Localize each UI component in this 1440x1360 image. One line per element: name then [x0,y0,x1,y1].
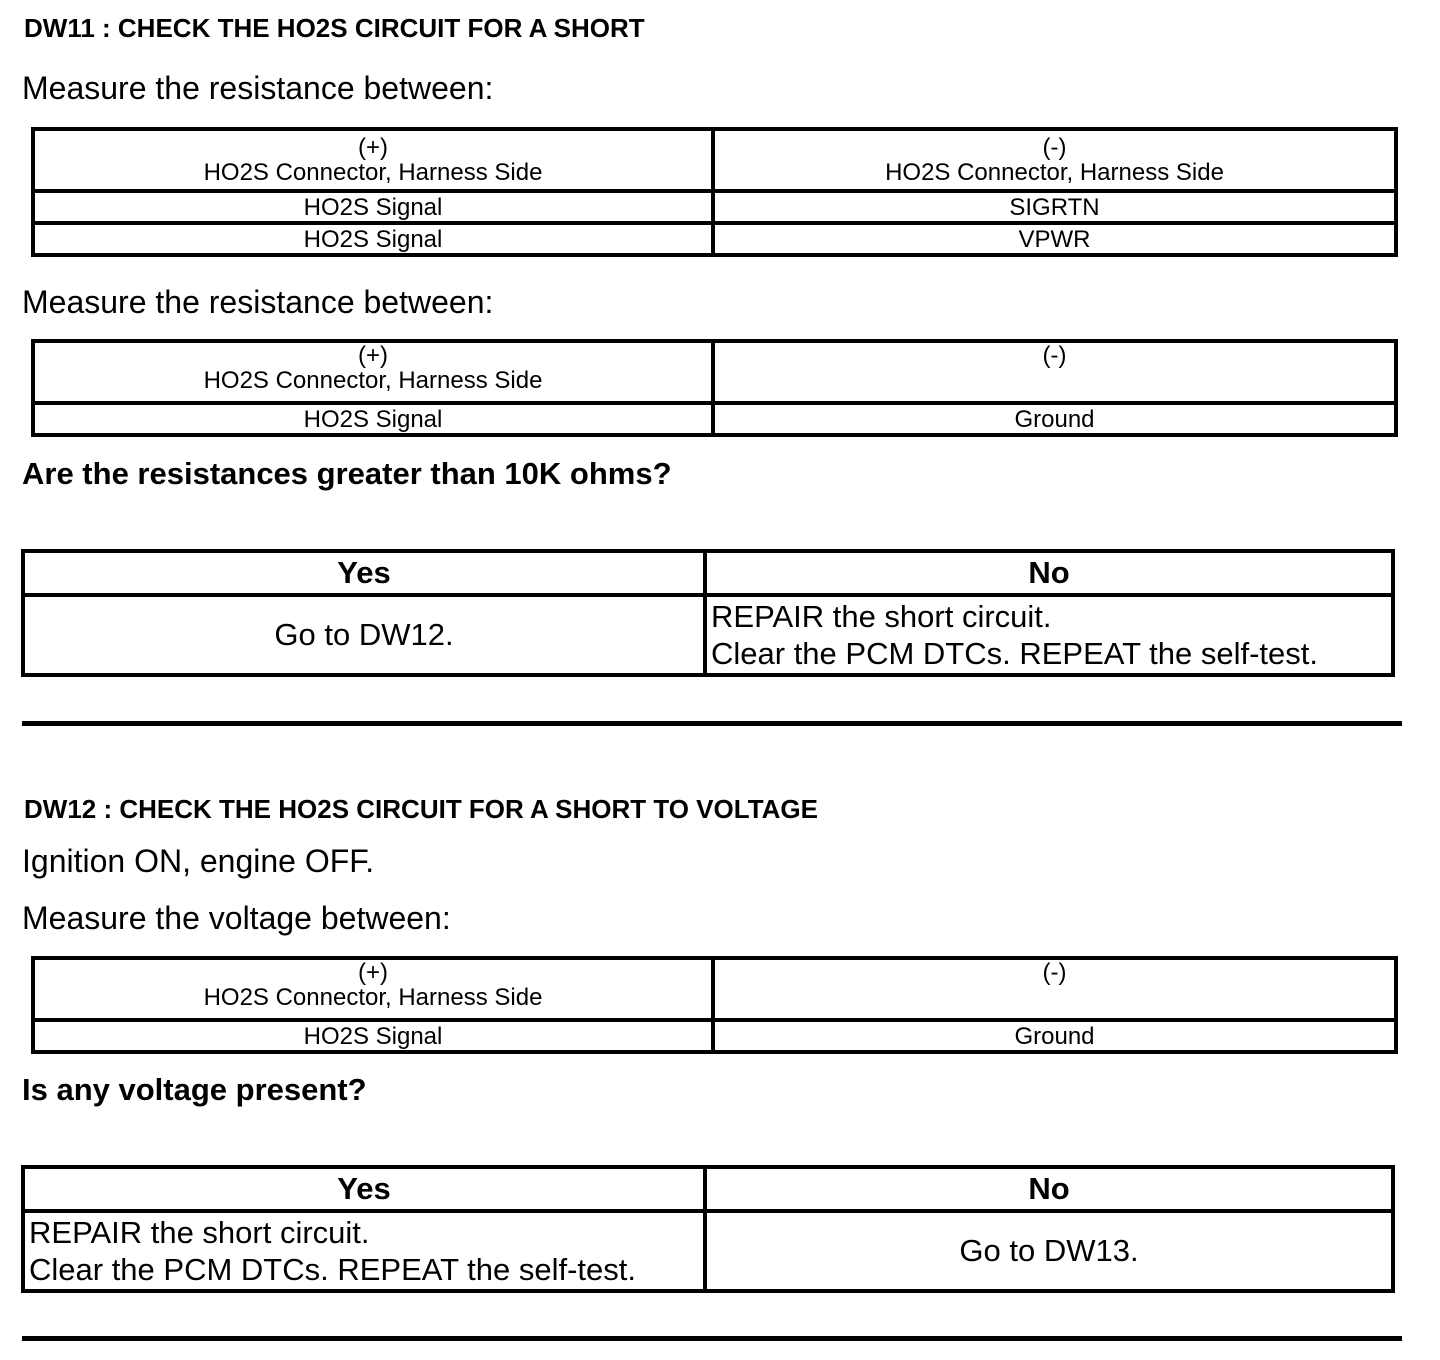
negative-lead-header [713,958,1396,1020]
negative-symbol: (-) [1042,342,1067,369]
positive-pin-cell: HO2S Signal [33,1020,713,1052]
yes-action-line: Clear the PCM DTCs. REPEAT the self-test. [29,1252,636,1287]
dw12-condition: Ignition ON, engine OFF. [22,843,375,879]
dw11-question: Are the resistances greater than 10K ohms? [22,456,672,491]
positive-pin-cell: HO2S Signal [33,403,713,435]
dw11-answer-table [21,549,1395,677]
dw11-measure1-instruction: Measure the resistance between: [22,70,494,106]
table-header-row [33,958,1396,1020]
dw11-measure1-table [31,127,1398,257]
dw12-answer-table [21,1165,1395,1293]
table-row [33,191,1396,223]
dw11-step-title: DW11 : CHECK THE HO2S CIRCUIT FOR A SHORT [24,13,645,43]
positive-symbol: (+) [358,134,388,161]
positive-symbol: (+) [358,342,388,369]
dw12-measure1-table [31,956,1398,1054]
answer-header-row [23,1167,1393,1211]
no-action-line: Clear the PCM DTCs. REPEAT the self-test. [711,636,1318,671]
dw11-measure2-table [31,339,1398,437]
no-header: No [705,1167,1393,1211]
negative-lead-header [713,129,1396,191]
answer-header-row [23,551,1393,595]
yes-action-line: REPAIR the short circuit. [29,1215,370,1250]
positive-location: HO2S Connector, Harness Side [203,984,543,1011]
yes-header: Yes [23,551,705,595]
negative-symbol: (-) [1042,134,1067,161]
no-action: Go to DW13. [705,1211,1393,1291]
table-row [33,403,1396,435]
negative-pin-cell: VPWR [713,223,1396,255]
positive-lead-header [33,958,713,1020]
answer-action-row [23,595,1393,675]
no-action [705,595,1393,675]
dw11-measure2-instruction: Measure the resistance between: [22,284,494,320]
table-header-row [33,129,1396,191]
section-divider [22,1336,1402,1341]
negative-symbol: (-) [1042,959,1067,986]
negative-lead-header [713,341,1396,403]
negative-pin-cell: Ground [713,403,1396,435]
no-action-line: REPAIR the short circuit. [711,599,1052,634]
table-header-row [33,341,1396,403]
positive-pin-cell: HO2S Signal [33,223,713,255]
dw12-step-title: DW12 : CHECK THE HO2S CIRCUIT FOR A SHORT TO VOLTAGE [24,794,818,824]
positive-symbol: (+) [358,959,388,986]
table-row [33,1020,1396,1052]
yes-action [23,1211,705,1291]
negative-pin-cell: Ground [713,1020,1396,1052]
answer-action-row [23,1211,1393,1291]
dw12-question: Is any voltage present? [22,1072,367,1107]
section-divider [22,721,1402,726]
negative-location: HO2S Connector, Harness Side [885,159,1224,186]
yes-action: Go to DW12. [23,595,705,675]
positive-location: HO2S Connector, Harness Side [203,367,543,394]
table-row [33,223,1396,255]
positive-lead-header [33,129,713,191]
positive-location: HO2S Connector, Harness Side [203,159,543,186]
no-header: No [705,551,1393,595]
yes-header: Yes [23,1167,705,1211]
negative-pin-cell: SIGRTN [713,191,1396,223]
dw12-measure1-instruction: Measure the voltage between: [22,900,451,936]
positive-pin-cell: HO2S Signal [33,191,713,223]
positive-lead-header [33,341,713,403]
